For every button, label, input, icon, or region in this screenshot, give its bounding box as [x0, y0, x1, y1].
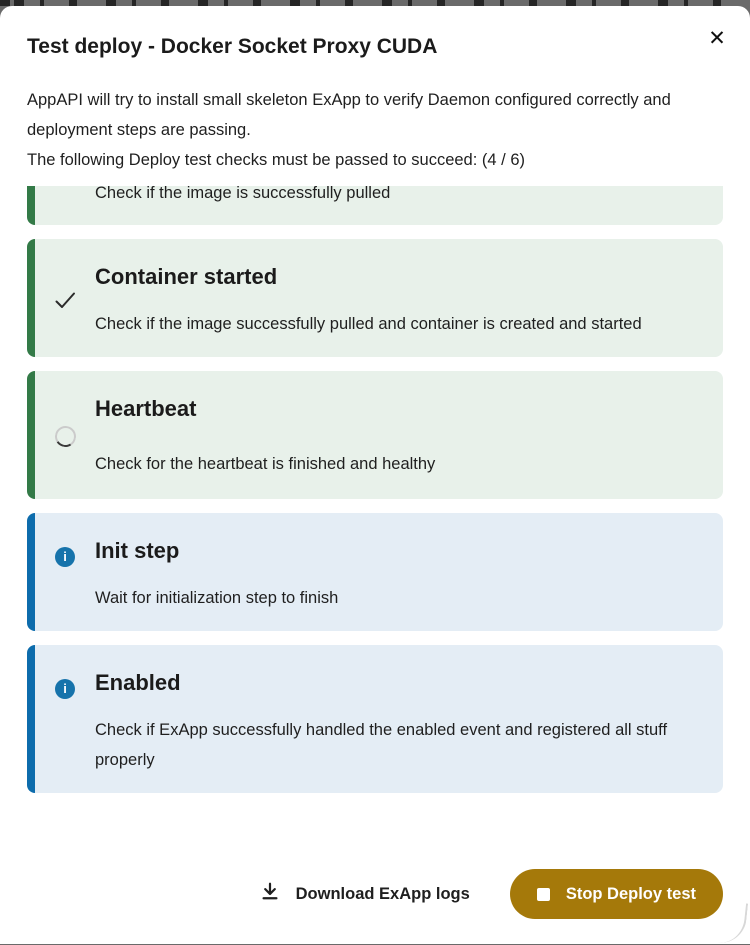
- check-description: Check if the image successfully pulled and container is created and started: [95, 315, 642, 333]
- resize-corner-handle[interactable]: [716, 901, 748, 945]
- checkmark-icon: [53, 288, 77, 312]
- stop-deploy-test-button[interactable]: [510, 869, 723, 919]
- check-card-init-step: [27, 513, 723, 631]
- deploy-checks-list[interactable]: [27, 186, 723, 826]
- stop-button-label: Stop Deploy test: [565, 884, 696, 903]
- test-deploy-dialog: [0, 6, 750, 944]
- loading-spinner-icon: [53, 424, 78, 449]
- stop-icon: [537, 888, 550, 901]
- close-icon: ✕: [708, 27, 726, 50]
- check-card-heartbeat: [27, 371, 723, 499]
- check-description: Check if the image is successfully pulled: [95, 186, 391, 202]
- intro-text: AppAPI will try to install small skeleton ExApp to verify Daemon configured correctly and deployment steps are passing.: [27, 91, 671, 139]
- close-button[interactable]: [700, 22, 734, 56]
- check-description: Wait for initialization step to finish: [95, 589, 339, 607]
- check-description: Check for the heartbeat is finished and healthy: [95, 455, 436, 473]
- check-description: Check if ExApp successfully handled the enabled event and registered all stuff properly: [95, 721, 668, 769]
- dialog-title: Test deploy - Docker Socket Proxy CUDA: [27, 35, 438, 58]
- progress-text: The following Deploy test checks must be passed to succeed: (4 / 6): [27, 151, 525, 169]
- check-card-image-pulled: [27, 186, 723, 225]
- check-card-container-started: [27, 239, 723, 357]
- check-title: Container started: [95, 264, 278, 289]
- download-exapp-logs-button[interactable]: [245, 869, 484, 919]
- info-icon: i: [55, 679, 75, 699]
- check-title: Init step: [95, 538, 180, 563]
- download-button-label: Download ExApp logs: [295, 884, 470, 903]
- dialog-description: [27, 85, 723, 175]
- tray-arrow-down-icon: [259, 881, 281, 908]
- check-card-enabled: [27, 645, 723, 793]
- dialog-footer: [27, 869, 723, 919]
- check-title: Heartbeat: [95, 396, 197, 421]
- info-icon: i: [55, 547, 75, 567]
- check-title: Enabled: [95, 670, 181, 695]
